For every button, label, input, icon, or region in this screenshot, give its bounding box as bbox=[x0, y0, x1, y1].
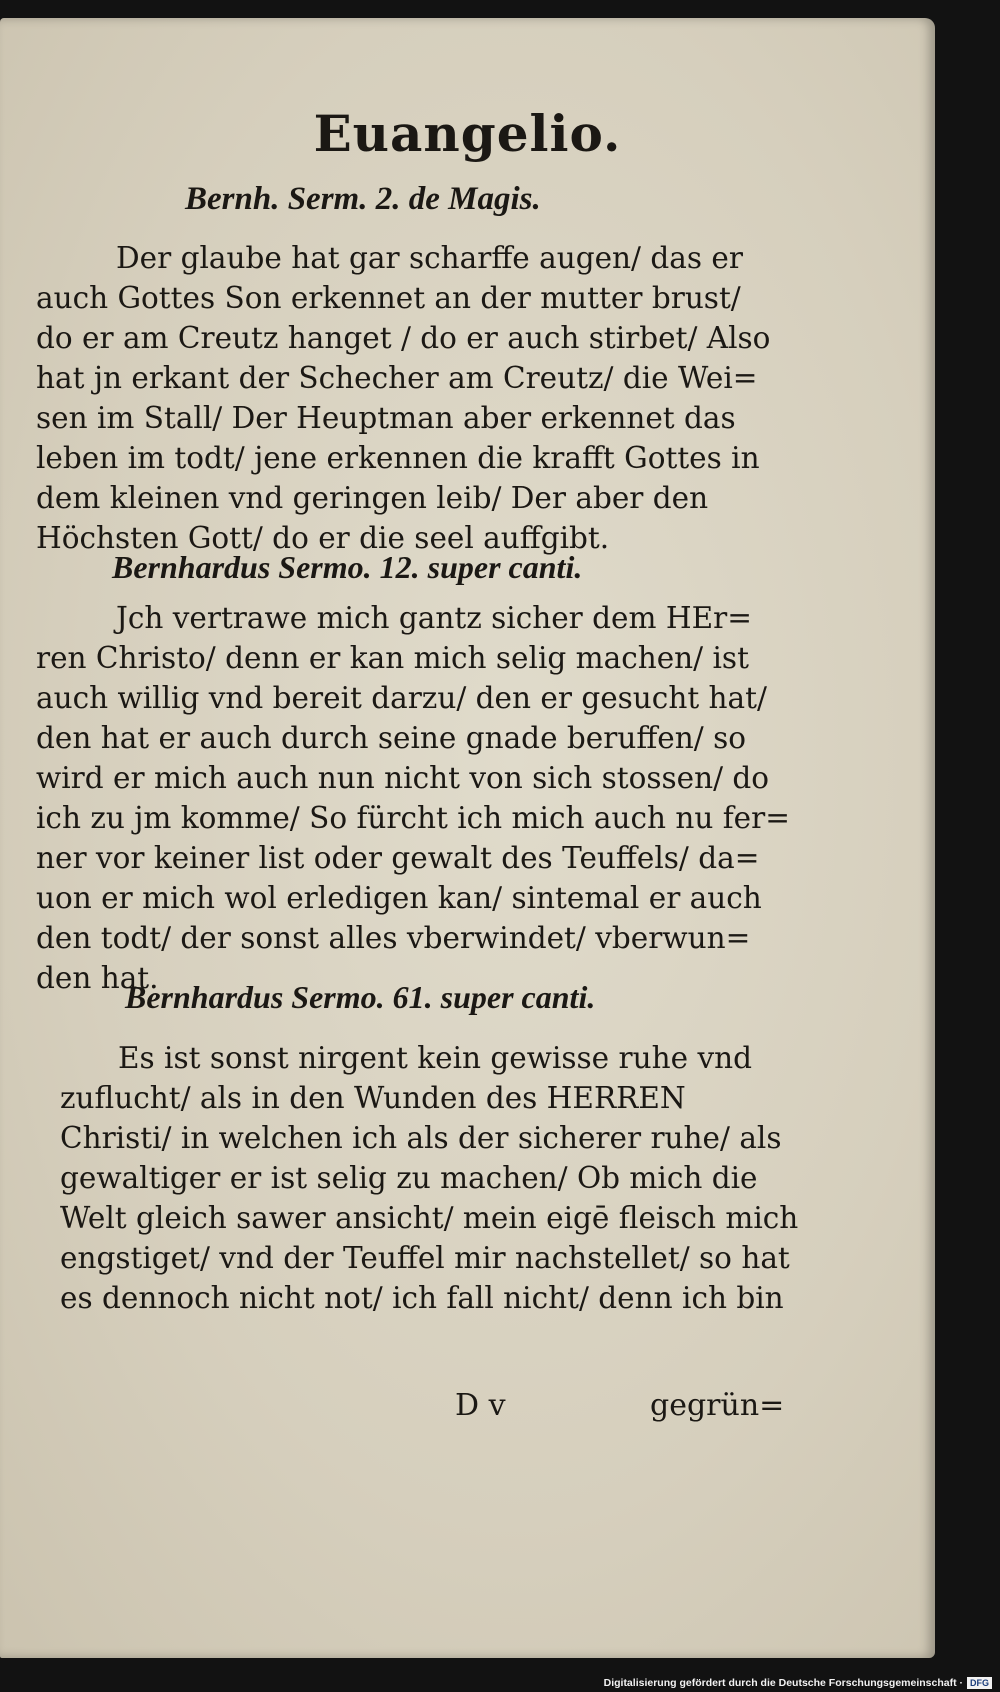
dfg-logo-icon: DFG bbox=[967, 1677, 992, 1689]
text-line: hat jn erkant der Schecher am Creutz/ die Wei= bbox=[36, 361, 758, 395]
text-line: sen im Stall/ Der Heuptman aber erkennet das bbox=[36, 401, 736, 435]
text-line: gewaltiger er ist selig zu machen/ Ob mich die bbox=[60, 1161, 758, 1195]
page-title: Euangelio. bbox=[313, 104, 622, 163]
text-line: Es ist sonst nirgent kein gewisse ruhe vnd bbox=[118, 1041, 753, 1075]
text-line: es dennoch nicht not/ ich fall nicht/ denn ich bin bbox=[60, 1281, 784, 1315]
text-line: Höchsten Gott/ do er die seel auffgibt. bbox=[36, 521, 610, 555]
text-line: auch willig vnd bereit darzu/ den er gesucht hat/ bbox=[36, 681, 767, 715]
citation-1: Bernh. Serm. 2. de Magis. bbox=[185, 181, 541, 217]
signature-mark: D v bbox=[455, 1388, 506, 1423]
digitization-footer bbox=[604, 1675, 992, 1690]
paragraph-3 bbox=[60, 1038, 840, 1318]
text-line: Welt gleich sawer ansicht/ mein eigē fleisch mich bbox=[60, 1201, 799, 1235]
text-line: den todt/ der sonst alles vberwindet/ vberwun= bbox=[36, 921, 751, 955]
text-line: do er am Creutz hanget / do er auch stirbet/ Also bbox=[36, 321, 771, 355]
paragraph-2 bbox=[36, 598, 816, 998]
text-line: Der glaube hat gar scharffe augen/ das er bbox=[116, 241, 743, 275]
text-line: den hat er auch durch seine gnade beruffen/ so bbox=[36, 721, 746, 755]
text-line: ich zu jm komme/ So fürcht ich mich auch nu fer= bbox=[36, 801, 790, 835]
text-line: auch Gottes Son erkennet an der mutter brust/ bbox=[36, 281, 741, 315]
text-line: engstiget/ vnd der Teuffel mir nachstellet/ so hat bbox=[60, 1241, 790, 1275]
citation-2: Bernhardus Sermo. 12. super canti. bbox=[112, 549, 583, 585]
footer-text: Digitalisierung gefördert durch die Deutsche Forschungsgemeinschaft · bbox=[603, 1676, 963, 1689]
book-page bbox=[0, 18, 935, 1658]
text-line: Jch vertrawe mich gantz sicher dem HEr= bbox=[116, 601, 752, 635]
text-line: Christi/ in welchen ich als der sicherer ruhe/ als bbox=[60, 1121, 782, 1155]
citation-3: Bernhardus Sermo. 61. super canti. bbox=[125, 979, 596, 1015]
text-line: zuflucht/ als in den Wunden des HERREN bbox=[60, 1081, 686, 1115]
text-line: wird er mich auch nun nicht von sich stossen/ do bbox=[36, 761, 770, 795]
text-line: uon er mich wol erledigen kan/ sintemal er auch bbox=[36, 881, 762, 915]
text-line: dem kleinen vnd geringen leib/ Der aber den bbox=[36, 481, 709, 515]
text-line: ner vor keiner list oder gewalt des Teuffels/ da= bbox=[36, 841, 760, 875]
catchword: gegrün= bbox=[650, 1388, 785, 1423]
paragraph-1 bbox=[36, 238, 816, 558]
text-line: leben im todt/ jene erkennen die krafft Gottes in bbox=[36, 441, 760, 475]
text-line: den hat. bbox=[36, 961, 159, 995]
text-line: ren Christo/ denn er kan mich selig machen/ ist bbox=[36, 641, 749, 675]
